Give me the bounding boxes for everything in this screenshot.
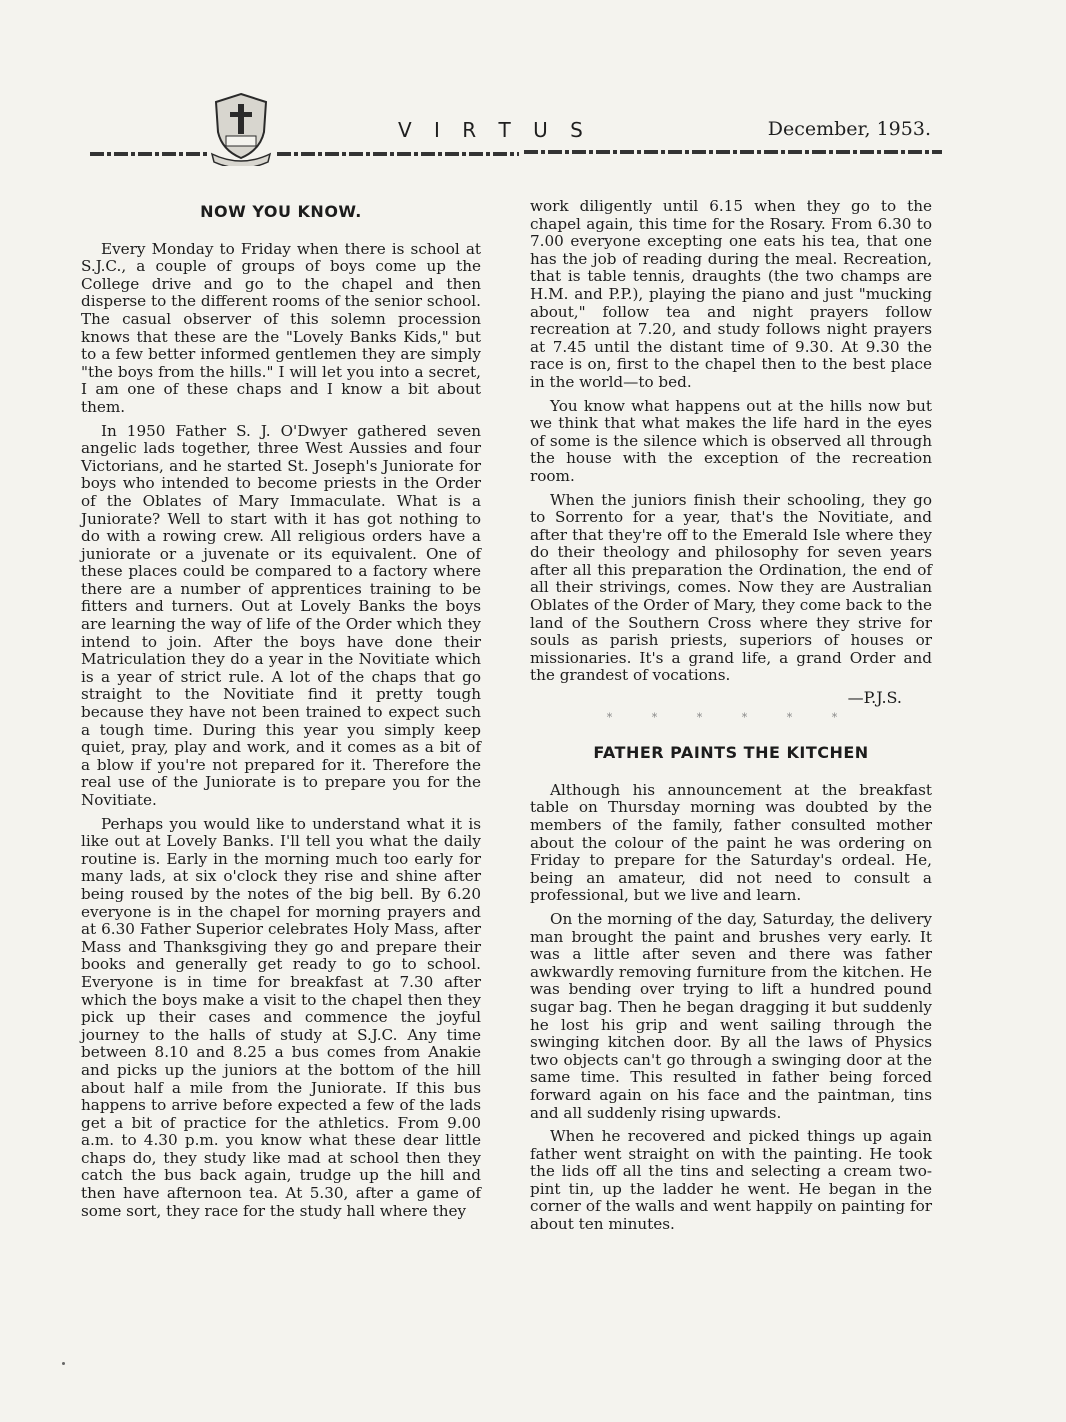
header-rule — [277, 152, 519, 156]
left-column — [81, 195, 481, 1226]
paragraph: In 1950 Father S. J. O'Dwyer gathered seven angelic lads together, three West Aussies and four Victorians, and he started St. Joseph's Juniorate for boys who intended to become priests in the Order of the Oblates of Mary Immaculate. What is a Juniorate? Well to start with it has got nothing to do with a rowing crew. All religious orders have a juniorate or a juvenate or its equivalent. One of these places could be compared to a factory where there are a number of apprentices training to be fitters and turners. Out at Lovely Banks the boys are learning the way of life of the Order which they intend to join. After the boys have done their Matriculation they do a year in the Novitiate which is a year of strict rule. A lot of the chaps that go straight to the Novitiate find it pretty tough because they have not been trained to expect such a tough time. During this year you simply keep quiet, pray, play and work, and it comes as a bit of a blow if you're not prepared for it. Therefore the real use of the Juniorate is to prepare you for the Novitiate. — [81, 421, 481, 809]
article-title: NOW YOU KNOW. — [200, 202, 362, 221]
article-title: FATHER PAINTS THE KITCHEN — [593, 743, 869, 763]
paragraph: work diligently until 6.15 when they go to the chapel again, this time for the Rosary. From 6.30 to 7.00 everyone excepting one eats his tea, that one has the job of reading during the meal. Recreation, that is table tennis, draughts (the two champs are H.M. and P.P.), playing the piano and just "mucking about," follow tea and night prayers follow recreation at 7.20, and study follows night prayers at 7.45 until the distant time of 9.30. At 9.30 the race is on, first to the chapel then to the best place in the world—to bed. — [530, 197, 932, 391]
paragraph: When he recovered and picked things up again father went straight on with the painting. He took the lids off all the tins and selecting a cream two-pint tin, up the ladder he went. He began in the corner of the walls and went happily on painting for about ten minutes. — [530, 1127, 932, 1234]
paragraph: Although his announcement at the breakfast table on Thursday morning was doubted by the members of the family, father consulted mother about the colour of the paint he was ordering on Friday to prepare for the Saturday's ordeal. He, being an amateur, did not need to consult a professional, but we live and learn. — [530, 780, 932, 905]
section-divider: * * * * * * — [606, 710, 856, 724]
author-signoff: —P.J.S. — [847, 688, 902, 708]
paragraph: On the morning of the day, Saturday, the delivery man brought the paint and brushes very early. It was a little after seven and there was father awkwardly removing furniture from the kitchen. He was bending over trying to lift a hundred pound sugar bag. Then he began dragging it but suddenly he lost his grip and went sailing through the swinging kitchen door. By all the laws of Physics two objects can't go through a swinging door at the same time. This resulted in father being forced forward again on his face and the paintman, tins and all suddenly rising upwards. — [530, 909, 932, 1122]
header-rule — [524, 150, 942, 154]
college-crest-icon — [210, 92, 272, 166]
magazine-title: V I R T U S — [398, 118, 591, 142]
page-mark — [62, 1362, 65, 1365]
paragraph: Perhaps you would like to understand what it is like out at Lovely Banks. I'll tell you what the daily routine is. Early in the morning much too early for many lads, at six o'clock they rise and shine after being roused by the notes of the big bell. By 6.20 everyone is in the chapel for morning prayers and at 6.30 Father Superior celebrates Holy Mass, after Mass and Thanksgiving they go and prepare their books and generally get ready to go to school. Everyone is in time for breakfast at 7.30 after which the boys make a visit to the chapel then they pick up their cases and commence the joyful journey to the halls of study at S.J.C. Any time between 8.10 and 8.25 a bus comes from Anakie and picks up the juniors at the bottom of the hill about half a mile from the Juniorate. If this bus happens to arrive before expected a few of the lads get a bit of practice for the athletics. From 9.00 a.m. to 4.30 p.m. you know what these dear little chaps do, they study like mad at school then they catch the bus back again, trudge up the hill and then have afternoon tea. At 5.30, after a game of some sort, they race for the study hall where they — [81, 814, 481, 1220]
paragraph: When the juniors finish their schooling, they go to Sorrento for a year, that's the Novitiate, and after that they're off to the Emerald Isle where they do their theology and philosophy for seven years after all this preparation the Ordination, the end of all their strivings, comes. Now they are Australian Oblates of the Order of Mary, they come back to the land of the Southern Cross where they strive for souls as parish priests, superiors of houses or missionaries. It's a grand life, a grand Order and the grandest of vocations. — [530, 490, 932, 685]
masthead — [0, 0, 1066, 180]
paragraph: Every Monday to Friday when there is school at S.J.C., a couple of groups of boys come up the College drive and go to the chapel and then disperse to the different rooms of the senior school. The casual observer of this solemn procession knows that these are the "Lovely Banks Kids," but to a few better informed gentlemen they are simply "the boys from the hills." I will let you into a secret, I am one of these chaps and I know a bit about them. — [81, 239, 481, 416]
right-column — [530, 198, 932, 1240]
header-rule — [90, 152, 208, 156]
issue-date: December, 1953. — [767, 118, 931, 140]
paragraph: You know what happens out at the hills now but we think that what makes the life hard in the eyes of some is the silence which is observed all through the house with the exception of the recreation room. — [530, 396, 932, 485]
